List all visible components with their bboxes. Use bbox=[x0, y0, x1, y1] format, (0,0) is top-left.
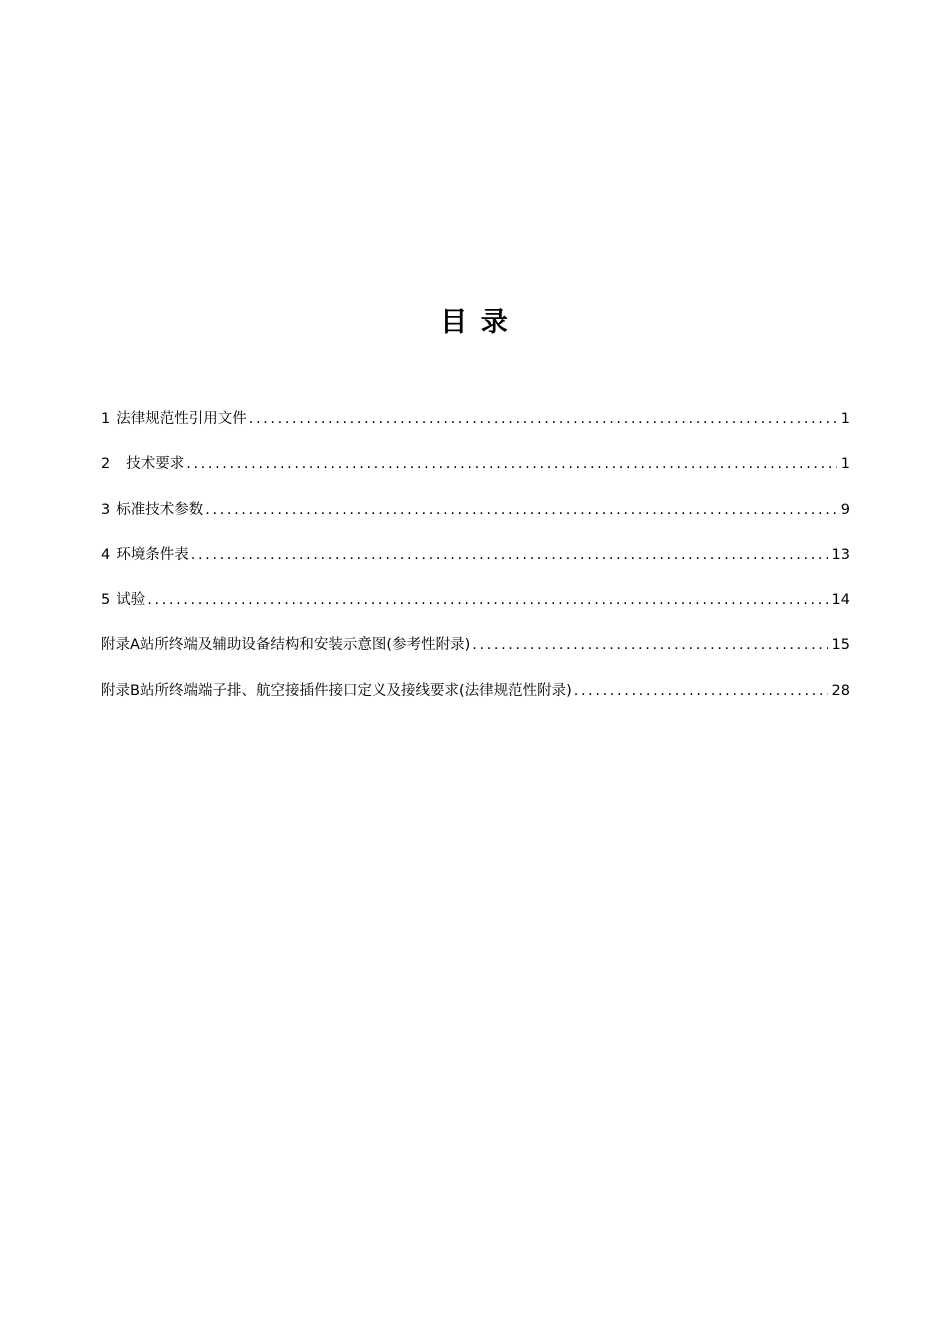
toc-entry-page: 1 bbox=[840, 456, 850, 473]
toc-entry-4[interactable] bbox=[101, 542, 850, 587]
toc-entry-page: 1 bbox=[840, 411, 850, 427]
toc-entry-appendix-a[interactable] bbox=[101, 632, 850, 677]
toc-dot-leader bbox=[186, 451, 837, 477]
toc-dot-leader bbox=[472, 632, 827, 658]
toc-entry-page: 13 bbox=[831, 546, 850, 563]
toc-entry-label bbox=[101, 497, 203, 523]
toc-entry-1[interactable] bbox=[101, 406, 850, 451]
toc-dot-leader bbox=[574, 678, 828, 704]
toc-entry-appendix-b[interactable] bbox=[101, 678, 850, 723]
page-title: 目 录 bbox=[440, 307, 510, 338]
toc-entry-number: 4 bbox=[101, 546, 111, 563]
toc-entry-title: 技术要求 bbox=[126, 456, 185, 473]
toc-entry-page: 15 bbox=[831, 637, 850, 654]
toc-entry-number: 3 bbox=[101, 501, 111, 518]
toc-entry-title: 附录A站所终端及辅助设备结构和安装示意图(参考性附录) bbox=[101, 637, 471, 654]
toc-entry-title: 环境条件表 bbox=[116, 546, 189, 563]
toc-entry-label bbox=[101, 406, 247, 432]
toc-entry-title: 试验 bbox=[116, 592, 146, 609]
toc-dot-leader bbox=[205, 497, 837, 523]
toc-dot-leader bbox=[147, 587, 827, 613]
toc-entry-label bbox=[101, 451, 184, 477]
toc-entry-label bbox=[101, 587, 145, 613]
toc-entry-number: 5 bbox=[101, 592, 111, 609]
toc-entry-5[interactable] bbox=[101, 587, 850, 632]
toc-entry-3[interactable] bbox=[101, 497, 850, 542]
toc-entry-label bbox=[101, 542, 189, 568]
toc-entry-label bbox=[101, 632, 470, 658]
toc-entry-label bbox=[101, 678, 572, 704]
toc-entry-2[interactable] bbox=[101, 451, 850, 496]
toc-entry-number: 1 bbox=[101, 411, 111, 427]
toc-entry-title: 法律规范性引用文件 bbox=[116, 411, 247, 427]
toc-entry-page: 9 bbox=[840, 501, 850, 518]
toc-dot-leader bbox=[191, 542, 828, 568]
toc-entry-page: 28 bbox=[831, 682, 850, 699]
toc-dot-leader bbox=[249, 406, 837, 432]
toc-entry-page: 14 bbox=[831, 592, 850, 609]
toc-entry-title: 标准技术参数 bbox=[116, 501, 204, 518]
toc-entry-number: 2 bbox=[101, 456, 111, 473]
toc-entry-title: 附录B站所终端端子排、航空接插件接口定义及接线要求(法律规范性附录) bbox=[101, 682, 572, 699]
table-of-contents bbox=[101, 406, 850, 723]
